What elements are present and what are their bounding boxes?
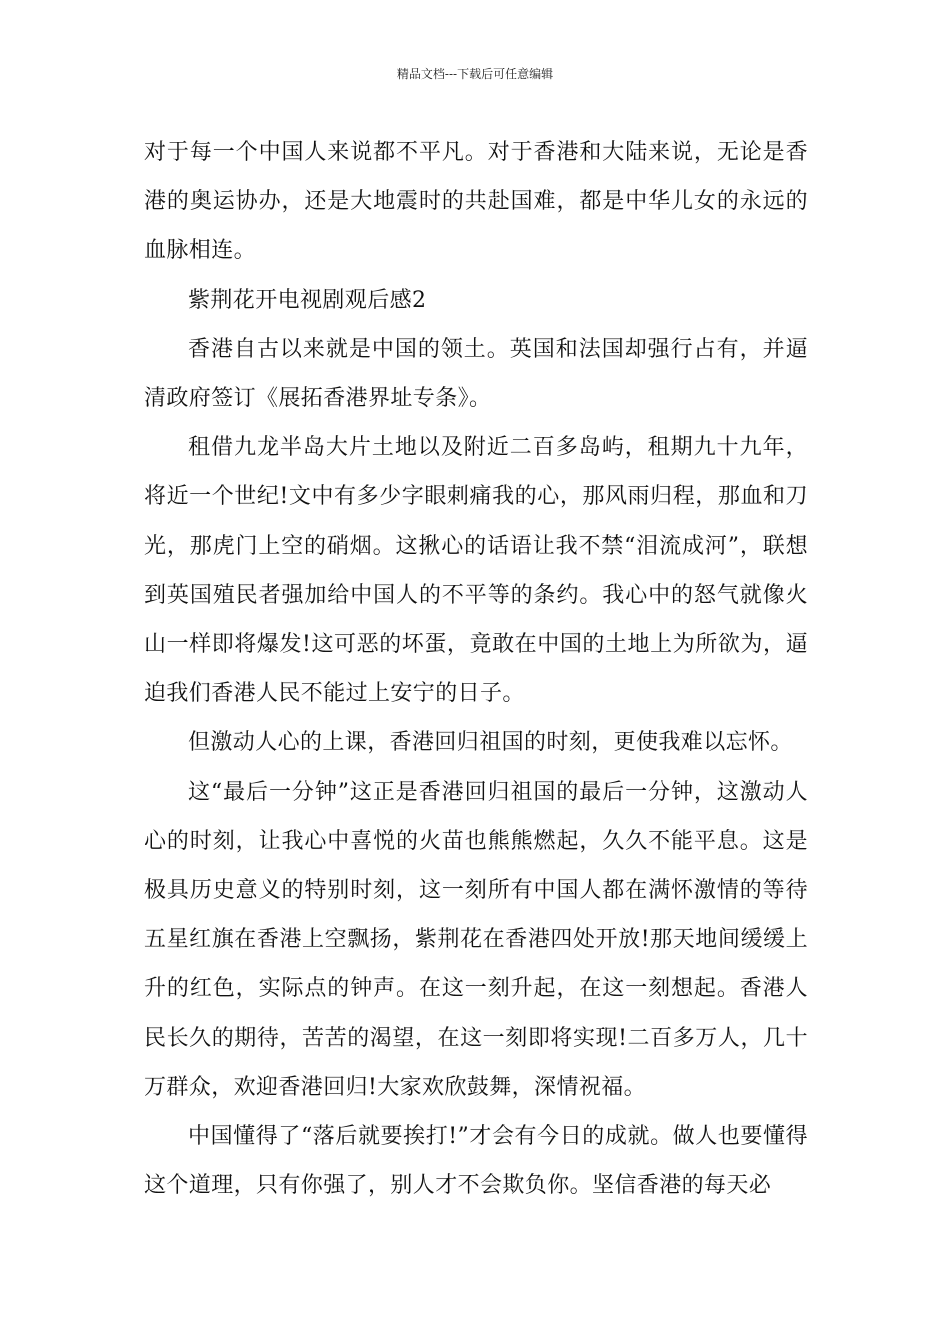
document-body	[144, 128, 808, 1210]
paragraph: 这“最后一分钟”这正是香港回归祖国的最后一分钟，这激动人心的时刻，让我心中喜悦的火苗也熊熊燃起，久久不能平息。这是极具历史意义的特别时刻，这一刻所有中国人都在满怀激情的等待五星红旗在香港上空飘扬，紫荆花在香港四处开放!那天地间缓缓上升的红色，实际点的钟声。在这一刻升起，在这一刻想起。香港人民长久的期待，苦苦的渴望，在这一刻即将实现!二百多万人，几十万群众，欢迎香港回归!大家欢欣鼓舞，深情祝福。	[144, 779, 808, 1100]
paragraph-continuation: 对于每一个中国人来说都不平凡。对于香港和大陆来说，无论是香港的奥运协办，还是大地震时的共赴国难，都是中华儿女的永远的血脉相连。	[144, 140, 808, 264]
paragraph: 香港自古以来就是中国的领土。英国和法国却强行占有，并逼清政府签订《展拓香港界址专条》。	[144, 336, 808, 412]
paragraph: 但激动人心的上课，香港回归祖国的时刻，更使我难以忘怀。	[188, 730, 793, 756]
section-heading: 紫荆花开电视剧观后感2	[188, 287, 427, 313]
page-header: 精品文档---下载后可任意编辑	[396, 67, 554, 81]
paragraph: 租借九龙半岛大片土地以及附近二百多岛屿，租期九十九年，将近一个世纪!文中有多少字眼刺痛我的心，那风雨归程，那血和刀光，那虎门上空的硝烟。这揪心的话语让我不禁“泪流成河”，联想到英国殖民者强加给中国人的不平等的条约。我心中的怒气就像火山一样即将爆发!这可恶的坏蛋，竟敢在中国的土地上为所欲为，逼迫我们香港人民不能过上安宁的日子。	[144, 435, 808, 707]
paragraph: 中国懂得了“落后就要挨打!”才会有今日的成就。做人也要懂得这个道理，只有你强了，别人才不会欺负你。坚信香港的每天必	[144, 1124, 808, 1199]
